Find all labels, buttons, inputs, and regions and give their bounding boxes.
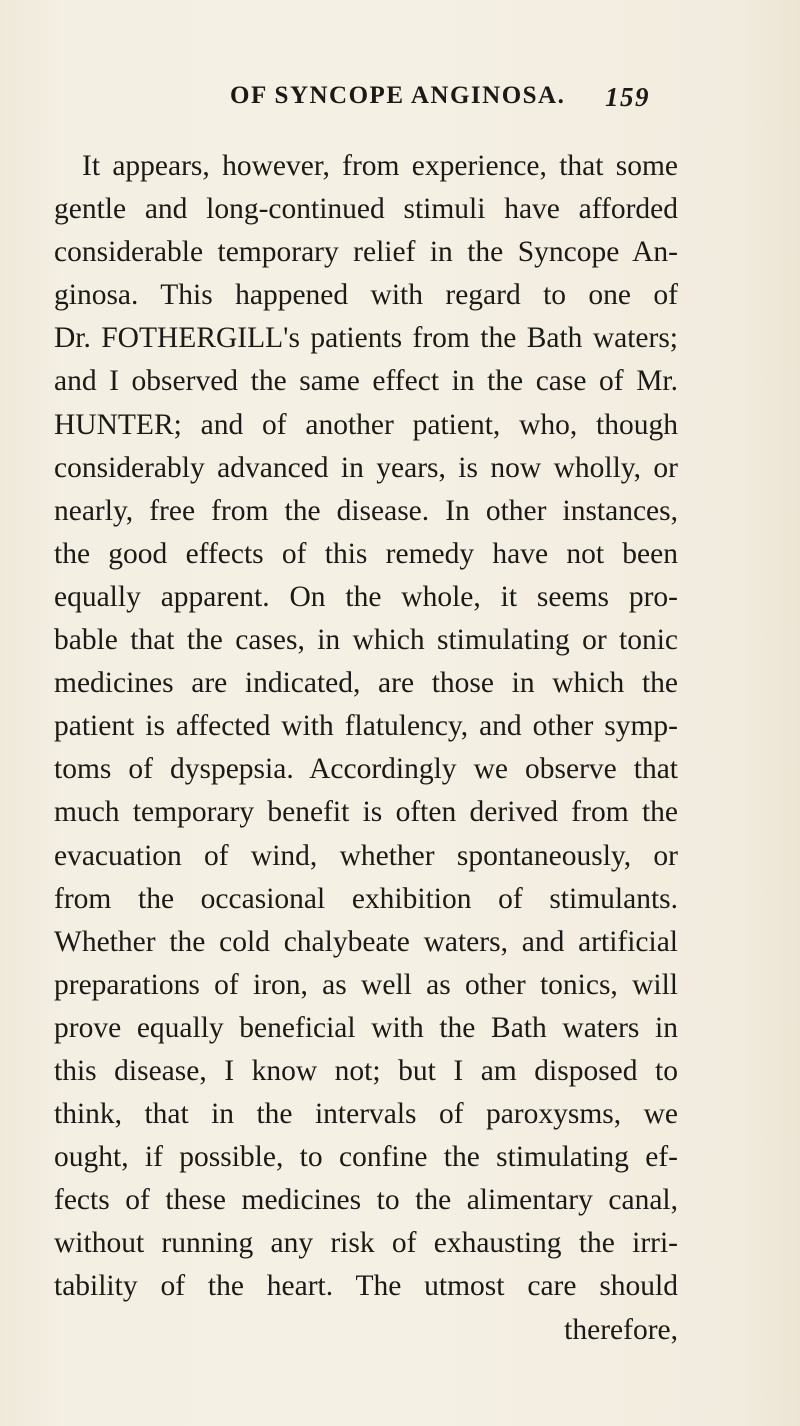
text-line: bable that the cases, in which stimulating or tonic xyxy=(54,624,678,657)
text-line: Dr. FOTHERGILL's patients from the Bath waters; xyxy=(54,322,678,355)
text-line: this disease, I know not; but I am disposed to xyxy=(54,1054,678,1087)
text-line: Whether the cold chalybeate waters, and artificial xyxy=(54,925,678,958)
text-line: patient is affected with flatulency, and other symp- xyxy=(54,710,678,743)
text-line: preparations of iron, as well as other tonics, will xyxy=(54,968,678,1001)
text-line: considerable temporary relief in the Syncope An- xyxy=(54,236,678,269)
text-line: from the occasional exhibition of stimulants. xyxy=(54,882,678,915)
text-line: and I observed the same effect in the case of Mr. xyxy=(54,365,678,398)
text-line: evacuation of wind, whether spontaneously, or xyxy=(54,839,678,872)
text-line: equally apparent. On the whole, it seems pro- xyxy=(54,580,678,613)
text-line: fects of these medicines to the alimentary canal, xyxy=(54,1184,678,1217)
text-line: ought, if possible, to confine the stimulating ef- xyxy=(54,1141,678,1174)
text-line: prove equally beneficial with the Bath waters in xyxy=(54,1011,678,1044)
text-line: gentle and long-continued stimuli have afforded xyxy=(54,193,678,226)
text-line: It appears, however, from experience, that some xyxy=(82,150,678,182)
text-line: ginosa. This happened with regard to one of xyxy=(54,279,678,312)
text-line: tability of the heart. The utmost care should xyxy=(54,1270,678,1303)
text-line: nearly, free from the disease. In other instances, xyxy=(54,494,678,527)
text-line: medicines are indicated, are those in which the xyxy=(54,667,678,700)
text-line: think, that in the intervals of paroxysms, we xyxy=(54,1098,678,1131)
body-text xyxy=(54,145,678,1352)
text-line: without running any risk of exhausting the irri- xyxy=(54,1227,678,1260)
text-line: toms of dyspepsia. Accordingly we observe that xyxy=(54,753,678,786)
text-line: considerably advanced in years, is now wholly, or xyxy=(54,451,678,484)
running-head xyxy=(230,82,650,122)
text-line: the good effects of this remedy have not been xyxy=(54,537,678,570)
page-number: 159 xyxy=(605,82,650,112)
text-line: much temporary benefit is often derived from the xyxy=(54,796,678,829)
catchword: therefore, xyxy=(564,1313,678,1346)
text-line: HUNTER; and of another patient, who, though xyxy=(54,408,678,441)
running-title: OF SYNCOPE ANGINOSA. xyxy=(230,82,566,109)
